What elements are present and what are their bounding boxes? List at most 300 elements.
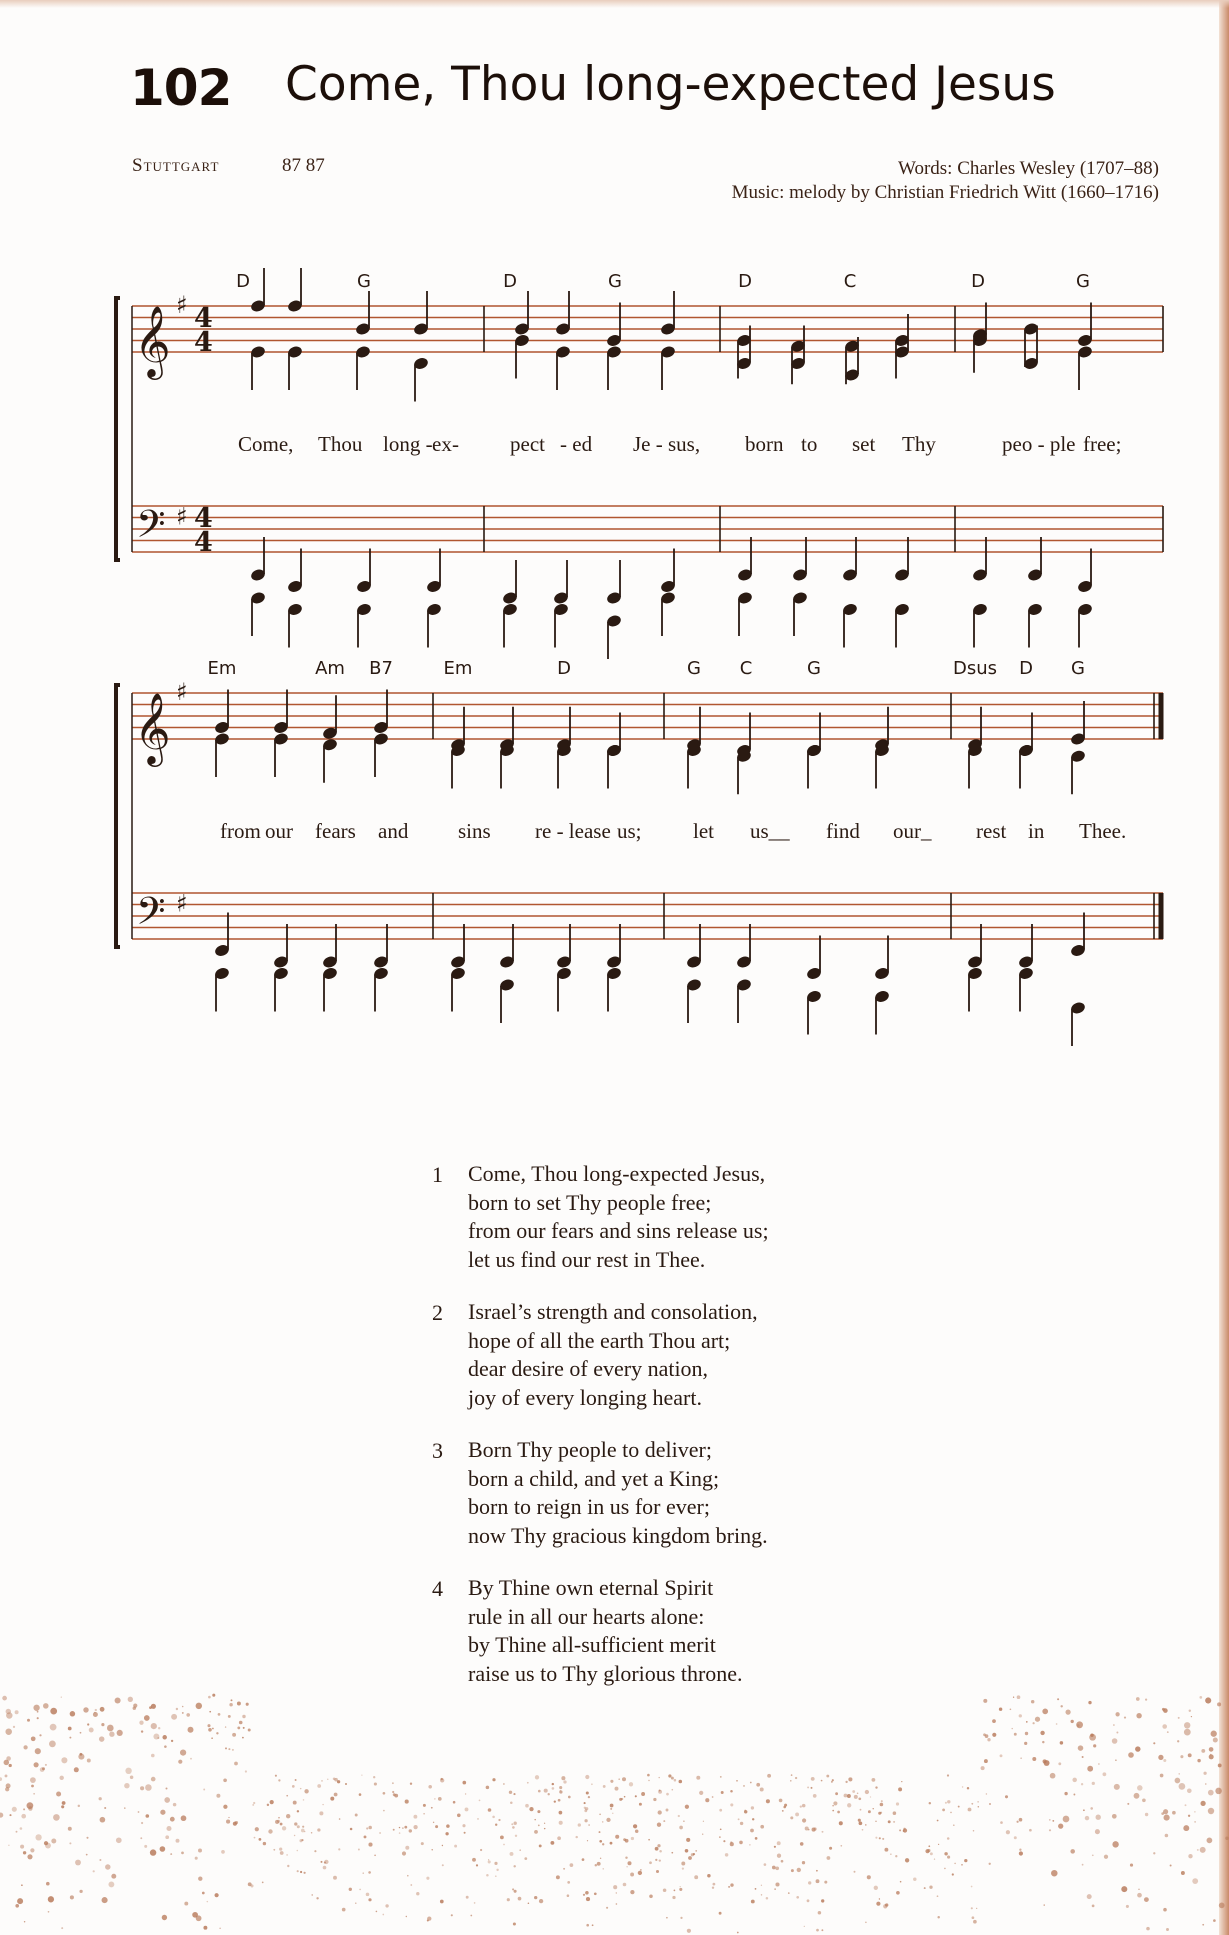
stain-speck [721,1791,724,1794]
stain-speck [1033,1722,1035,1724]
stain-speck [685,1805,689,1809]
stain-speck [971,1907,973,1909]
stain-speck [635,1795,637,1797]
stain-speck [1136,1697,1140,1701]
stain-speck [1183,1825,1189,1831]
stain-speck [286,1795,288,1797]
treble-clef-icon: 𝄞 [134,304,171,377]
stain-speck [87,1723,89,1725]
hymn-number: 102 [130,59,232,117]
stain-speck [151,1754,155,1758]
stain-speck [1116,1732,1118,1734]
stain-speck [304,1789,308,1793]
stain-speck [402,1851,406,1855]
stain-speck [100,1817,106,1823]
stain-speck [392,1791,394,1793]
stain-speck [146,1814,150,1818]
verse-lines [468,1298,758,1412]
stain-speck [170,1853,172,1855]
chord-symbol: D [971,271,985,292]
stain-speck [1035,1717,1040,1722]
stain-speck [173,1803,177,1807]
stain-speck [421,1842,424,1845]
music-credit: Music: melody by Christian Friedrich Witt (1660–1716) [731,182,1159,203]
stain-speck [585,1891,589,1895]
stain-speck [624,1796,626,1798]
stain-speck [859,1821,863,1825]
stain-speck [832,1779,834,1781]
stain-speck [182,1712,184,1714]
stain-speck [413,1825,417,1829]
stain-speck [294,1835,295,1836]
stain-speck [822,1831,824,1833]
stain-speck [944,1868,946,1870]
stain-speck [472,1858,476,1862]
chord-symbol: Am [315,658,345,679]
lyric-syllable: our_ [893,819,932,843]
stain-speck [186,1713,190,1717]
stain-speck [435,1825,438,1828]
stain-speck [630,1890,634,1894]
lyric-syllable: peo - ple [1002,432,1076,456]
stain-speck [513,1793,515,1795]
stain-speck [376,1911,378,1913]
stain-speck [181,1852,184,1855]
stain-speck [829,1847,832,1850]
stain-speck [847,1794,851,1798]
stain-speck [322,1804,323,1805]
stain-speck [1019,1818,1023,1822]
stain-speck [35,1748,41,1754]
verse-line: born to set Thy people free; [468,1189,712,1215]
stain-speck [117,1730,123,1736]
stain-speck [844,1794,848,1798]
stain-speck [592,1924,594,1926]
stain-speck [584,1807,586,1809]
stain-speck [317,1828,320,1831]
stain-speck [99,1736,104,1741]
stain-speck [488,1808,492,1812]
stain-speck [1202,1924,1204,1926]
stain-speck [9,1764,12,1767]
stain-speck [610,1780,613,1783]
stain-speck [903,1830,905,1832]
stain-speck [359,1889,361,1891]
stain-speck [299,1839,302,1842]
stain-speck [583,1894,585,1896]
stain-speck [203,1789,205,1791]
stain-speck [170,1817,175,1822]
stain-speck [1051,1870,1058,1877]
stain-speck [813,1794,817,1798]
stain-speck [631,1837,634,1840]
stain-speck [492,1816,495,1819]
stain-speck [140,1837,142,1839]
stain-speck [1092,1905,1095,1908]
stain-speck [1203,1772,1206,1775]
stain-speck [1019,1851,1023,1855]
stain-speck [302,1826,304,1828]
stain-speck [303,1799,305,1801]
stain-speck [682,1867,684,1869]
stain-speck [942,1809,945,1812]
stain-speck [124,1807,125,1808]
stain-speck [1180,1755,1183,1758]
stain-speck [800,1842,804,1846]
system-bracket [116,298,120,560]
stain-speck [603,1868,604,1869]
stain-speck [559,1790,562,1793]
stain-speck [796,1896,799,1899]
stain-speck [232,1749,234,1751]
chord-symbol: D [738,271,752,292]
stain-speck [821,1899,824,1902]
time-signature-icon: 4 [194,327,213,358]
stain-speck [300,1788,301,1789]
stain-speck [1016,1821,1018,1823]
stain-speck [1025,1732,1028,1735]
stain-speck [1184,1722,1190,1728]
stain-speck [513,1922,516,1925]
stain-speck [971,1886,973,1888]
lyric-syllable: us__ [750,819,790,843]
stain-speck [48,1896,54,1902]
stain-speck [835,1792,838,1795]
stain-speck [1205,1697,1211,1703]
stain-speck [1076,1721,1083,1728]
stain-speck [413,1815,417,1819]
stain-speck [507,1898,510,1901]
stain-speck [1056,1723,1058,1725]
stain-speck [720,1828,722,1830]
stain-speck [1124,1717,1126,1719]
stain-speck [374,1782,377,1785]
stain-speck [1044,1760,1050,1766]
stain-speck [8,1845,9,1846]
stain-speck [405,1800,409,1804]
stain-speck [62,1801,66,1805]
stain-speck [1184,1729,1191,1736]
stain-speck [223,1778,227,1782]
stain-speck [703,1821,704,1822]
stain-speck [777,1841,781,1845]
stain-speck [1187,1789,1192,1794]
stain-speck [649,1861,652,1864]
stain-speck [158,1727,160,1729]
stain-speck [751,1900,755,1904]
stain-speck [510,1802,513,1805]
stain-speck [738,1818,740,1820]
stain-speck [80,1732,82,1734]
stain-speck [95,1709,97,1711]
stain-speck [548,1793,550,1795]
stain-speck [1092,1854,1094,1856]
stain-speck [225,1747,227,1749]
stain-speck [686,1838,690,1842]
stain-speck [679,1888,682,1891]
stain-speck [1218,1763,1222,1767]
sharp-icon: ♯ [176,291,188,319]
verse-line: dear desire of every nation, [468,1356,709,1381]
stain-speck [896,1891,900,1895]
stain-speck [223,1805,227,1809]
stain-speck [983,1699,987,1703]
stain-speck [286,1814,290,1818]
stain-speck [442,1845,443,1846]
stain-speck [133,1706,136,1709]
time-signature-icon: 4 [194,527,213,558]
stain-speck [659,1850,662,1853]
stain-speck [162,1735,167,1740]
stain-speck [33,1793,35,1795]
stain-speck [537,1810,540,1813]
stain-speck [160,1846,166,1852]
stain-speck [1112,1814,1117,1819]
stain-speck [1090,1807,1093,1810]
stain-speck [582,1858,585,1861]
stain-speck [879,1837,881,1839]
stain-speck [486,1786,490,1790]
stain-speck [359,1793,362,1796]
stain-speck [250,1884,253,1887]
stain-speck [99,1859,101,1861]
stain-speck [314,1850,316,1852]
treble-clef-icon: 𝄞 [134,691,171,764]
stain-speck [93,1870,95,1872]
stain-speck [1137,1785,1143,1791]
stain-speck [625,1856,627,1858]
stain-speck [69,1842,71,1844]
stain-speck [319,1811,323,1815]
stain-speck [647,1774,650,1777]
stain-speck [80,1753,83,1756]
chord-symbol: G [687,658,701,679]
stain-speck [496,1869,498,1871]
stain-speck [292,1785,295,1788]
stain-speck [929,1802,931,1804]
chord-symbol: G [807,658,821,679]
stain-speck [852,1790,855,1793]
sharp-icon: ♯ [176,502,188,531]
stain-speck [495,1824,497,1826]
stain-speck [603,1785,606,1788]
stain-speck [342,1908,346,1912]
verses [432,1160,952,1712]
stain-speck [783,1806,786,1809]
stain-speck [612,1813,613,1814]
stain-speck [659,1790,661,1792]
stain-speck [6,1709,11,1714]
stain-speck [510,1852,514,1856]
stain-speck [626,1866,627,1867]
lyric-syllable: and [378,819,409,843]
stain-speck [641,1792,645,1796]
stain-speck [423,1804,426,1807]
stain-speck [350,1828,353,1831]
stain-speck [961,1864,963,1866]
chord-symbol: D [236,271,250,292]
stain-speck [1142,1798,1146,1802]
stain-speck [275,1775,277,1777]
stain-speck [865,1824,867,1826]
stain-speck [903,1828,905,1830]
stain-speck [243,1727,245,1729]
stain-speck [1065,1709,1070,1714]
lyric-syllable: Thee. [1079,819,1127,843]
stain-speck [446,1824,450,1828]
stain-speck [802,1861,805,1864]
chord-symbol: Dsus [952,658,998,679]
stain-speck [327,1779,328,1780]
lyric-syllable: re - lease [535,819,611,843]
stain-speck [333,1876,337,1880]
stain-speck [807,1899,810,1902]
stain-speck [56,1791,61,1796]
stain-speck [1121,1886,1127,1892]
stain-speck [138,1811,140,1813]
stain-speck [938,1844,939,1845]
stain-speck [1145,1699,1147,1701]
stain-speck [767,1774,771,1778]
verse-line: now Thy gracious kingdom bring. [468,1522,768,1548]
stain-speck [184,1902,188,1906]
stain-speck [659,1859,661,1861]
stain-speck [824,1881,827,1884]
stain-speck [438,1797,442,1801]
stain-speck [171,1714,177,1720]
stain-speck [808,1881,811,1884]
time-signature-icon: 4 [194,503,213,534]
stain-speck [550,1841,554,1845]
stain-speck [791,1869,794,1872]
stain-speck [705,1798,709,1802]
stain-speck [538,1790,541,1793]
stain-speck [503,1783,505,1785]
stain-speck [616,1903,618,1905]
lyric-syllable: our [265,819,293,843]
stain-speck [162,1915,167,1920]
stain-speck [567,1894,570,1897]
stain-speck [1170,1865,1172,1867]
stain-speck [228,1748,230,1750]
stain-speck [688,1856,692,1860]
stain-speck [1082,1864,1084,1866]
stain-speck [334,1778,338,1782]
stain-speck [1178,1717,1180,1719]
stain-speck [1029,1829,1032,1832]
stain-speck [1031,1700,1034,1703]
stain-speck [1194,1811,1195,1812]
stain-speck [1172,1811,1176,1815]
lyric-syllable: let [693,819,714,843]
stain-speck [588,1824,590,1826]
stain-speck [74,1767,79,1772]
stain-speck [366,1893,370,1897]
stain-speck [35,1834,41,1840]
stain-speck [1134,1793,1140,1799]
lyric-syllable: long - [383,432,433,456]
stain-speck [5,1774,8,1777]
stain-speck [226,1820,230,1824]
stain-speck [165,1835,169,1839]
stain-speck [6,1783,11,1788]
stain-speck [164,1745,167,1748]
stain-speck [947,1856,950,1859]
stain-speck [515,1835,517,1837]
stain-speck [1188,1753,1192,1757]
stain-speck [23,1808,25,1810]
stain-speck [208,1728,212,1732]
stain-speck [597,1862,601,1866]
stain-speck [567,1881,570,1884]
hymn-title: Come, Thou long-expected Jesus [285,57,1056,112]
stain-speck [570,1863,574,1867]
verse-line: from our fears and sins release us; [468,1218,769,1243]
stain-speck [1128,1752,1134,1758]
stain-speck [100,1707,105,1712]
verse-number: 3 [432,1438,443,1463]
stain-speck [297,1810,299,1812]
stain-speck [788,1892,790,1894]
stain-speck [242,1737,244,1739]
stain-speck [984,1759,988,1763]
stain-speck [5,1728,12,1735]
stain-speck [685,1849,689,1853]
stain-speck [141,1822,143,1824]
lyric-syllable: find [826,819,860,843]
stain-speck [668,1774,671,1777]
stain-speck [259,1838,262,1841]
stain-speck [719,1836,720,1837]
stain-speck [105,1864,110,1869]
stain-speck [21,1814,26,1819]
stain-speck [973,1830,975,1832]
stain-speck [164,1797,170,1803]
stain-speck [6,1756,11,1761]
stain-speck [544,1823,545,1824]
stain-speck [621,1798,623,1800]
stain-speck [962,1786,963,1787]
stain-speck [1020,1758,1021,1759]
stain-speck [176,1708,178,1710]
stain-speck [465,1793,466,1794]
stain-speck [681,1862,685,1866]
stain-speck [1058,1823,1063,1828]
stain-speck [317,1784,321,1788]
stain-speck [1197,1849,1199,1851]
stain-speck [207,1901,208,1902]
stain-speck [901,1781,902,1782]
stain-speck [999,1707,1002,1710]
stain-speck [27,1719,30,1722]
stain-speck [952,1873,954,1875]
stain-speck [865,1790,869,1794]
stain-speck [207,1724,210,1727]
stain-speck [140,1786,144,1790]
stain-speck [1126,1905,1129,1908]
stain-speck [293,1801,297,1805]
stain-speck [216,1732,218,1734]
stain-speck [873,1808,874,1809]
stain-speck [905,1858,909,1862]
stain-speck [27,1802,34,1809]
stain-speck [1057,1698,1059,1700]
stain-speck [1208,1790,1214,1796]
stain-speck [280,1851,284,1855]
stain-speck [663,1889,667,1893]
stain-speck [1179,1773,1180,1774]
stain-speck [584,1819,587,1822]
